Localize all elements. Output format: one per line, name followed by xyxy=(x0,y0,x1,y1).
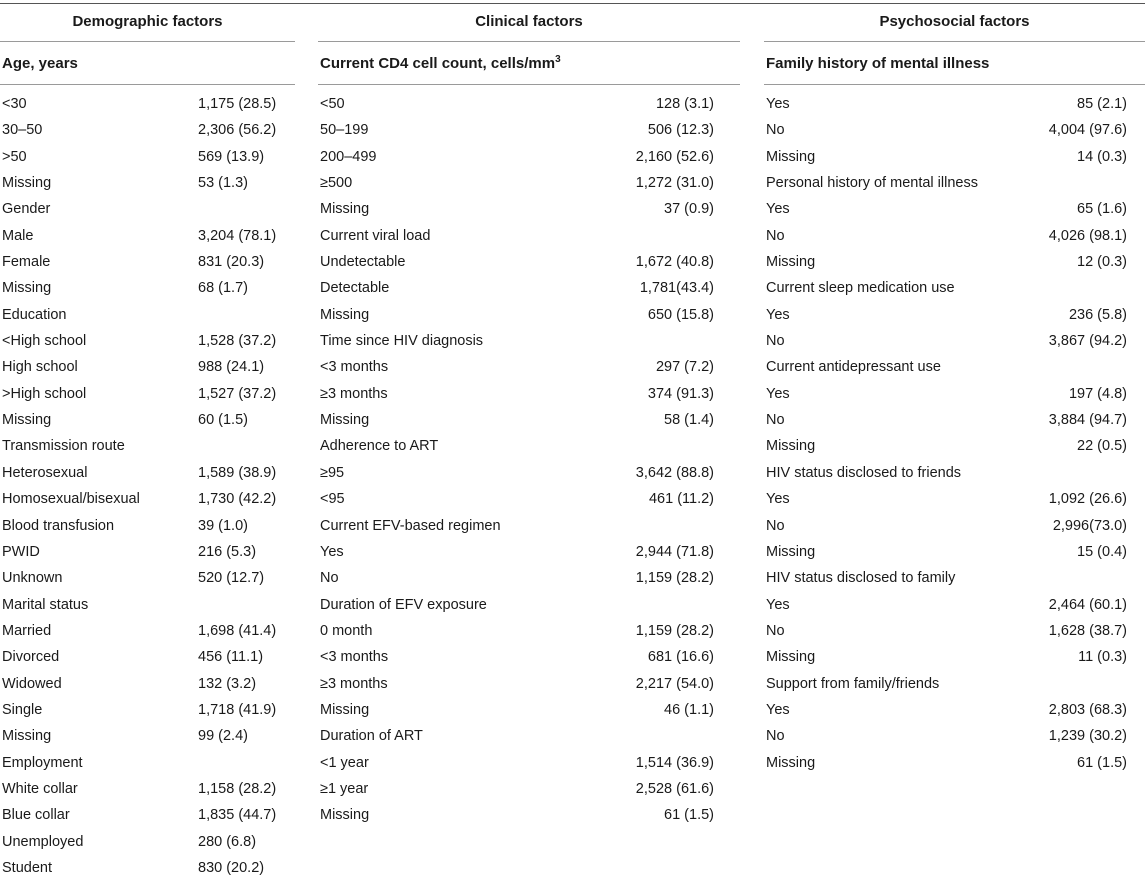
category-row xyxy=(764,170,1145,196)
row-value: 374 (91.3) xyxy=(647,385,714,402)
row-value: 65 (1.6) xyxy=(1077,201,1127,218)
row-label: Transmission route xyxy=(2,438,125,455)
row-label: Missing xyxy=(766,543,816,560)
category-row xyxy=(318,223,740,249)
row-list xyxy=(318,91,740,829)
table-row xyxy=(764,117,1145,143)
row-label: Gender xyxy=(2,201,51,218)
row-value: 22 (0.5) xyxy=(1077,438,1127,455)
row-value: 99 (2.4) xyxy=(198,728,248,745)
clinical-factors-column xyxy=(318,3,740,829)
table-row xyxy=(318,565,740,591)
row-value: 39 (1.0) xyxy=(198,517,248,534)
table-row xyxy=(0,644,295,670)
table-row xyxy=(764,91,1145,117)
table-row xyxy=(764,223,1145,249)
row-label: Current antidepressant use xyxy=(766,359,941,376)
row-label: No xyxy=(766,333,785,350)
column-subheader xyxy=(0,42,295,85)
table-row xyxy=(318,407,740,433)
table-row xyxy=(764,433,1145,459)
row-value: 11 (0.3) xyxy=(1078,649,1127,666)
row-value: 68 (1.7) xyxy=(198,280,248,297)
row-value: 2,944 (71.8) xyxy=(635,543,714,560)
row-value: 2,528 (61.6) xyxy=(635,780,714,797)
table-row xyxy=(0,513,295,539)
row-label: Missing xyxy=(2,412,52,429)
table-row xyxy=(0,381,295,407)
category-row xyxy=(318,433,740,459)
row-label: Student xyxy=(2,859,52,876)
category-row xyxy=(318,592,740,618)
table-row xyxy=(764,644,1145,670)
row-value: 236 (5.8) xyxy=(1068,306,1127,323)
row-label: No xyxy=(766,517,785,534)
row-label: ≥95 xyxy=(320,464,345,481)
row-label: Female xyxy=(2,254,51,271)
table-row xyxy=(764,407,1145,433)
table-row xyxy=(318,91,740,117)
table-row xyxy=(0,354,295,380)
row-label: Missing xyxy=(766,148,816,165)
row-list xyxy=(764,91,1145,776)
row-value: 37 (0.9) xyxy=(664,201,714,218)
row-label: Missing xyxy=(320,807,370,824)
row-label: Yes xyxy=(766,385,790,402)
row-label: Missing xyxy=(2,728,52,745)
psychosocial-factors-column xyxy=(764,3,1145,776)
row-label: Current viral load xyxy=(320,227,431,244)
row-label: Missing xyxy=(320,701,370,718)
row-value: 461 (11.2) xyxy=(648,491,714,508)
table-row xyxy=(318,539,740,565)
table-row xyxy=(0,776,295,802)
row-label: Yes xyxy=(766,96,790,112)
category-row xyxy=(764,565,1145,591)
category-row xyxy=(0,302,295,328)
row-label: ≥1 year xyxy=(320,780,369,797)
row-label: Missing xyxy=(2,280,52,297)
row-label: Time since HIV diagnosis xyxy=(320,333,484,350)
row-value: 1,589 (38.9) xyxy=(198,464,277,481)
row-label: 50–199 xyxy=(320,122,369,139)
row-label: 30–50 xyxy=(2,122,43,139)
category-row xyxy=(0,750,295,776)
row-label: Homosexual/bisexual xyxy=(2,491,140,508)
row-label: Missing xyxy=(766,438,816,455)
row-label: High school xyxy=(2,359,78,376)
category-row xyxy=(764,354,1145,380)
category-row xyxy=(0,592,295,618)
row-label: Unemployed xyxy=(2,833,84,850)
row-label: <3 months xyxy=(320,649,389,666)
column-subheader xyxy=(764,42,1145,85)
table-row xyxy=(0,539,295,565)
row-value: 1,781(43.4) xyxy=(639,280,714,297)
row-label: Adherence to ART xyxy=(320,438,439,455)
subheader-text: Family history of mental illness xyxy=(766,55,990,72)
row-label: Yes xyxy=(766,596,790,613)
row-value: 2,464 (60.1) xyxy=(1048,596,1127,613)
row-label: Missing xyxy=(766,649,816,666)
demographic-factors-column xyxy=(0,3,295,881)
table-row xyxy=(0,802,295,828)
row-label: Education xyxy=(2,306,67,323)
row-list xyxy=(0,91,295,881)
table-row xyxy=(318,750,740,776)
row-value: 1,698 (41.4) xyxy=(198,622,277,639)
row-label: Duration of ART xyxy=(320,728,423,745)
row-value: 1,092 (26.6) xyxy=(1048,491,1127,508)
table-row xyxy=(764,750,1145,776)
table-row xyxy=(318,460,740,486)
table-row xyxy=(764,513,1145,539)
row-value: 1,159 (28.2) xyxy=(635,570,714,587)
row-value: 280 (6.8) xyxy=(198,833,257,850)
row-label: Married xyxy=(2,622,52,639)
table-row xyxy=(764,381,1145,407)
row-label: No xyxy=(766,728,785,745)
row-label: No xyxy=(766,227,785,244)
row-value: 831 (20.3) xyxy=(198,254,265,271)
row-label: No xyxy=(766,412,785,429)
row-value: 1,159 (28.2) xyxy=(635,622,714,639)
table-row xyxy=(318,644,740,670)
table-row xyxy=(0,407,295,433)
row-label: PWID xyxy=(2,543,40,560)
row-value: 46 (1.1) xyxy=(664,701,714,718)
row-label: Male xyxy=(2,227,34,244)
row-value: 4,026 (98.1) xyxy=(1048,227,1127,244)
row-label: 0 month xyxy=(320,622,373,639)
row-value: 1,175 (28.5) xyxy=(198,96,277,112)
row-label: >50 xyxy=(2,148,27,165)
row-label: Current sleep medication use xyxy=(766,280,955,297)
table-row xyxy=(318,170,740,196)
row-value: 1,718 (41.9) xyxy=(198,701,277,718)
table-row xyxy=(0,223,295,249)
row-value: 3,642 (88.8) xyxy=(635,464,714,481)
row-label: Personal history of mental illness xyxy=(766,175,978,192)
row-label: 200–499 xyxy=(320,148,377,165)
table-row xyxy=(764,196,1145,222)
row-label: Yes xyxy=(766,306,790,323)
table-row xyxy=(0,829,295,855)
row-value: 1,528 (37.2) xyxy=(198,333,277,350)
row-label: Missing xyxy=(320,412,370,429)
row-label: Support from family/friends xyxy=(766,675,940,692)
row-label: No xyxy=(766,622,785,639)
column-header: Psychosocial factors xyxy=(764,3,1145,42)
table-row xyxy=(0,170,295,196)
row-value: 830 (20.2) xyxy=(198,859,265,876)
row-value: 2,217 (54.0) xyxy=(635,675,714,692)
table-row xyxy=(764,302,1145,328)
row-label: ≥3 months xyxy=(320,385,388,402)
table-row xyxy=(0,723,295,749)
row-label: Marital status xyxy=(2,596,89,613)
row-value: 132 (3.2) xyxy=(198,675,257,692)
row-label: Missing xyxy=(2,175,52,192)
row-label: <50 xyxy=(320,96,345,112)
row-value: 650 (15.8) xyxy=(647,306,714,323)
table-row xyxy=(0,671,295,697)
table-row xyxy=(318,486,740,512)
row-value: 3,884 (94.7) xyxy=(1048,412,1127,429)
row-value: 2,996(73.0) xyxy=(1052,517,1127,534)
row-label: HIV status disclosed to family xyxy=(766,570,956,587)
table-row xyxy=(318,196,740,222)
table-row xyxy=(318,144,740,170)
row-label: White collar xyxy=(2,780,78,797)
row-value: 4,004 (97.6) xyxy=(1048,122,1127,139)
row-label: <High school xyxy=(2,333,87,350)
row-label: <95 xyxy=(320,491,345,508)
table-row xyxy=(318,618,740,644)
row-value: 1,514 (36.9) xyxy=(635,754,714,771)
table-row xyxy=(764,723,1145,749)
row-value: 60 (1.5) xyxy=(198,412,248,429)
category-row xyxy=(0,196,295,222)
row-value: 1,158 (28.2) xyxy=(198,780,277,797)
row-label: Blue collar xyxy=(2,807,70,824)
row-value: 2,306 (56.2) xyxy=(198,122,277,139)
table-row xyxy=(0,697,295,723)
row-value: 216 (5.3) xyxy=(198,543,257,560)
table-row xyxy=(764,539,1145,565)
row-label: Yes xyxy=(766,701,790,718)
row-value: 3,867 (94.2) xyxy=(1048,333,1127,350)
category-row xyxy=(318,328,740,354)
row-value: 1,527 (37.2) xyxy=(198,385,277,402)
row-label: <30 xyxy=(2,96,27,112)
row-label: >High school xyxy=(2,385,87,402)
table-row xyxy=(764,249,1145,275)
row-label: Heterosexual xyxy=(2,464,88,481)
table-row xyxy=(0,565,295,591)
table-row xyxy=(0,618,295,644)
row-label: Missing xyxy=(766,754,816,771)
row-value: 297 (7.2) xyxy=(655,359,714,376)
row-label: Unknown xyxy=(2,570,63,587)
row-label: Yes xyxy=(766,201,790,218)
row-label: <1 year xyxy=(320,754,369,771)
row-value: 3,204 (78.1) xyxy=(198,227,277,244)
table-row xyxy=(764,618,1145,644)
row-value: 1,730 (42.2) xyxy=(198,491,277,508)
row-label: <3 months xyxy=(320,359,389,376)
row-value: 988 (24.1) xyxy=(198,359,265,376)
row-label: Undetectable xyxy=(320,254,406,271)
row-label: Widowed xyxy=(2,675,62,692)
row-value: 58 (1.4) xyxy=(664,412,714,429)
row-value: 128 (3.1) xyxy=(655,96,714,112)
table-row xyxy=(318,802,740,828)
subheader-text: Current CD4 cell count, cells/mm xyxy=(320,55,556,72)
row-label: No xyxy=(766,122,785,139)
row-label: Single xyxy=(2,701,43,718)
table-row xyxy=(318,381,740,407)
row-value: 61 (1.5) xyxy=(1077,754,1127,771)
table-row xyxy=(764,592,1145,618)
category-row xyxy=(318,723,740,749)
table-row xyxy=(764,697,1145,723)
row-label: HIV status disclosed to friends xyxy=(766,464,962,481)
row-label: ≥3 months xyxy=(320,675,388,692)
row-label: Missing xyxy=(766,254,816,271)
table-row xyxy=(318,117,740,143)
table-row xyxy=(318,354,740,380)
row-value: 681 (16.6) xyxy=(647,649,714,666)
table-row xyxy=(0,249,295,275)
row-value: 569 (13.9) xyxy=(198,148,265,165)
table-row xyxy=(318,697,740,723)
row-label: Divorced xyxy=(2,649,60,666)
subheader-text: Age, years xyxy=(2,55,78,72)
table-row xyxy=(0,117,295,143)
table-row xyxy=(0,275,295,301)
row-value: 197 (4.8) xyxy=(1068,385,1127,402)
subheader-superscript: 3 xyxy=(555,54,561,65)
category-row xyxy=(318,513,740,539)
category-row xyxy=(764,460,1145,486)
column-header: Clinical factors xyxy=(318,3,740,42)
row-value: 1,672 (40.8) xyxy=(635,254,714,271)
row-label: Missing xyxy=(320,201,370,218)
row-value: 456 (11.1) xyxy=(198,649,264,666)
row-value: 1,835 (44.7) xyxy=(198,807,277,824)
row-value: 506 (12.3) xyxy=(647,122,714,139)
row-label: Employment xyxy=(2,754,83,771)
row-label: Detectable xyxy=(320,280,390,297)
table-row xyxy=(0,91,295,117)
table-row xyxy=(0,855,295,881)
category-row xyxy=(0,433,295,459)
row-value: 14 (0.3) xyxy=(1077,148,1127,165)
column-subheader xyxy=(318,42,740,85)
column-header: Demographic factors xyxy=(0,3,295,42)
row-value: 2,160 (52.6) xyxy=(635,148,714,165)
table-row xyxy=(0,460,295,486)
row-value: 2,803 (68.3) xyxy=(1048,701,1127,718)
row-value: 12 (0.3) xyxy=(1077,254,1127,271)
table-row xyxy=(764,486,1145,512)
table-row xyxy=(764,328,1145,354)
table-row xyxy=(318,249,740,275)
row-label: Blood transfusion xyxy=(2,517,115,534)
row-label: Duration of EFV exposure xyxy=(320,596,487,613)
table-row xyxy=(318,275,740,301)
category-row xyxy=(764,671,1145,697)
row-label: ≥500 xyxy=(320,175,353,192)
table-row xyxy=(764,144,1145,170)
table-row xyxy=(0,328,295,354)
row-value: 53 (1.3) xyxy=(198,175,248,192)
row-value: 1,239 (30.2) xyxy=(1048,728,1127,745)
row-label: Missing xyxy=(320,306,370,323)
row-value: 61 (1.5) xyxy=(664,807,714,824)
table-row xyxy=(318,302,740,328)
row-value: 85 (2.1) xyxy=(1077,96,1127,112)
row-label: Yes xyxy=(320,543,344,560)
row-label: Current EFV-based regimen xyxy=(320,517,501,534)
row-value: 15 (0.4) xyxy=(1077,543,1127,560)
table-row xyxy=(318,671,740,697)
table-row xyxy=(318,776,740,802)
row-value: 1,628 (38.7) xyxy=(1048,622,1127,639)
table-row xyxy=(0,486,295,512)
row-value: 520 (12.7) xyxy=(198,570,265,587)
category-row xyxy=(764,275,1145,301)
row-label: Yes xyxy=(766,491,790,508)
table-row xyxy=(0,144,295,170)
row-label: No xyxy=(320,570,339,587)
row-value: 1,272 (31.0) xyxy=(635,175,714,192)
